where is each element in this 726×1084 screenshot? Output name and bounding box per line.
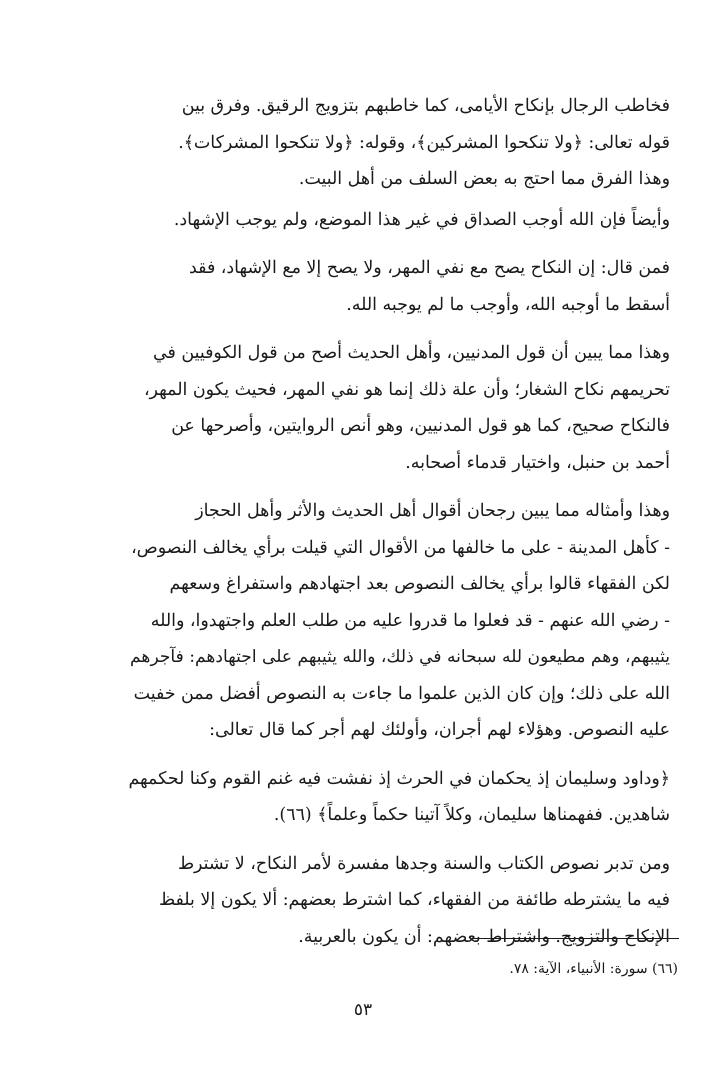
page-body [125, 88, 670, 1048]
text-line: فيه ما يشترطه طائفة من الفقهاء، كما اشترط بعضهم: ألا يكون إلا بلفظ [158, 890, 670, 910]
text-line: فالنكاح صحيح، كما هو قول المدنيين، وهو أنص الروايتين، وأصرحها عن [171, 416, 670, 436]
text-line: وهذا وأمثاله مما يبين رجحان أقوال أهل الحديث والأثر وأهل الحجاز [195, 501, 670, 521]
page-number: ٥٣ [353, 1000, 373, 1020]
text-line: أحمد بن حنبل، واختيار قدماء أصحابه. [405, 452, 670, 473]
paragraph-3 [125, 250, 670, 323]
text-line: شاهدين. ففهمناها سليمان، وكلاً آتينا حكماً وعلماً﴾ (٦٦). [273, 805, 670, 825]
text-line: تحريمهم نكاح الشغار؛ وأن علة ذلك إنما هو نفي المهر، فحيث يكون المهر، [143, 379, 670, 400]
text-line: - رضي الله عنهم - قد فعلوا ما قدروا عليه من طلب العلم واجتهدوا، والله [150, 610, 670, 631]
paragraph-2 [125, 202, 670, 239]
text-line: عليه النصوص. وهؤلاء لهم أجران، وأولئك لهم أجر كما قال تعالى: [209, 720, 670, 740]
quran-quote [125, 761, 670, 834]
paragraph-1 [125, 88, 670, 198]
paragraph-4 [125, 335, 670, 481]
paragraph-5 [125, 493, 670, 749]
text-line: لكن الفقهاء قالوا برأي يخالف النصوص بعد اجتهادهم واستفراغ وسعهم [169, 574, 670, 594]
footnote-divider [473, 938, 679, 939]
text-line: ومن تدبر نصوص الكتاب والسنة وجدها مفسرة لأمر النكاح، لا تشترط [177, 853, 670, 874]
text-line: - كأهل المدينة - على ما خالفها من الأقوال التي قيلت برأي يخالف النصوص، [131, 537, 670, 558]
text-line: فخاطب الرجال بإنكاح الأيامى، كما خاطبهم بتزويج الرقيق. وفرق بين [181, 96, 670, 116]
text-line: الله على ذلك؛ وإن كان الذين علموا ما جاءت به النصوص أفضل ممن خفيت [133, 683, 670, 704]
text-line: يثيبهم، وهم مطيعون لله سبحانه في ذلك، والله يثيبهم على اجتهادهم: فآجرهم [130, 647, 670, 667]
text-line: ﴿وداود وسليمان إذ يحكمان في الحرث إذ نفشت فيه غنم القوم وكنا لحكمهم [128, 768, 670, 789]
text-line: وهذا الفرق مما احتج به بعض السلف من أهل البيت. [298, 169, 670, 189]
footnote: (٦٦) سورة: الأنبياء، الآية: ٧٨. [509, 961, 678, 977]
text-line: الإنكاح والتزويج. واشتراط بعضهم: أن يكون بالعربية. [298, 926, 670, 947]
text-line: قوله تعالى: ﴿ولا تنكحوا المشركين﴾، وقوله: ﴿ولا تنكحوا المشركات﴾. [178, 132, 670, 153]
text-line: أسقط ما أوجبه الله، وأوجب ما لم يوجبه الله. [346, 294, 670, 315]
text-line: وهذا مما يبين أن قول المدنيين، وأهل الحديث أصح من قول الكوفيين في [153, 343, 670, 363]
text-line: وأيضاً فإن الله أوجب الصداق في غير هذا الموضع، ولم يوجب الإشهاد. [173, 209, 670, 230]
text-line: فمن قال: إن النكاح يصح مع نفي المهر، ولا يصح إلا مع الإشهاد، فقد [189, 258, 670, 278]
